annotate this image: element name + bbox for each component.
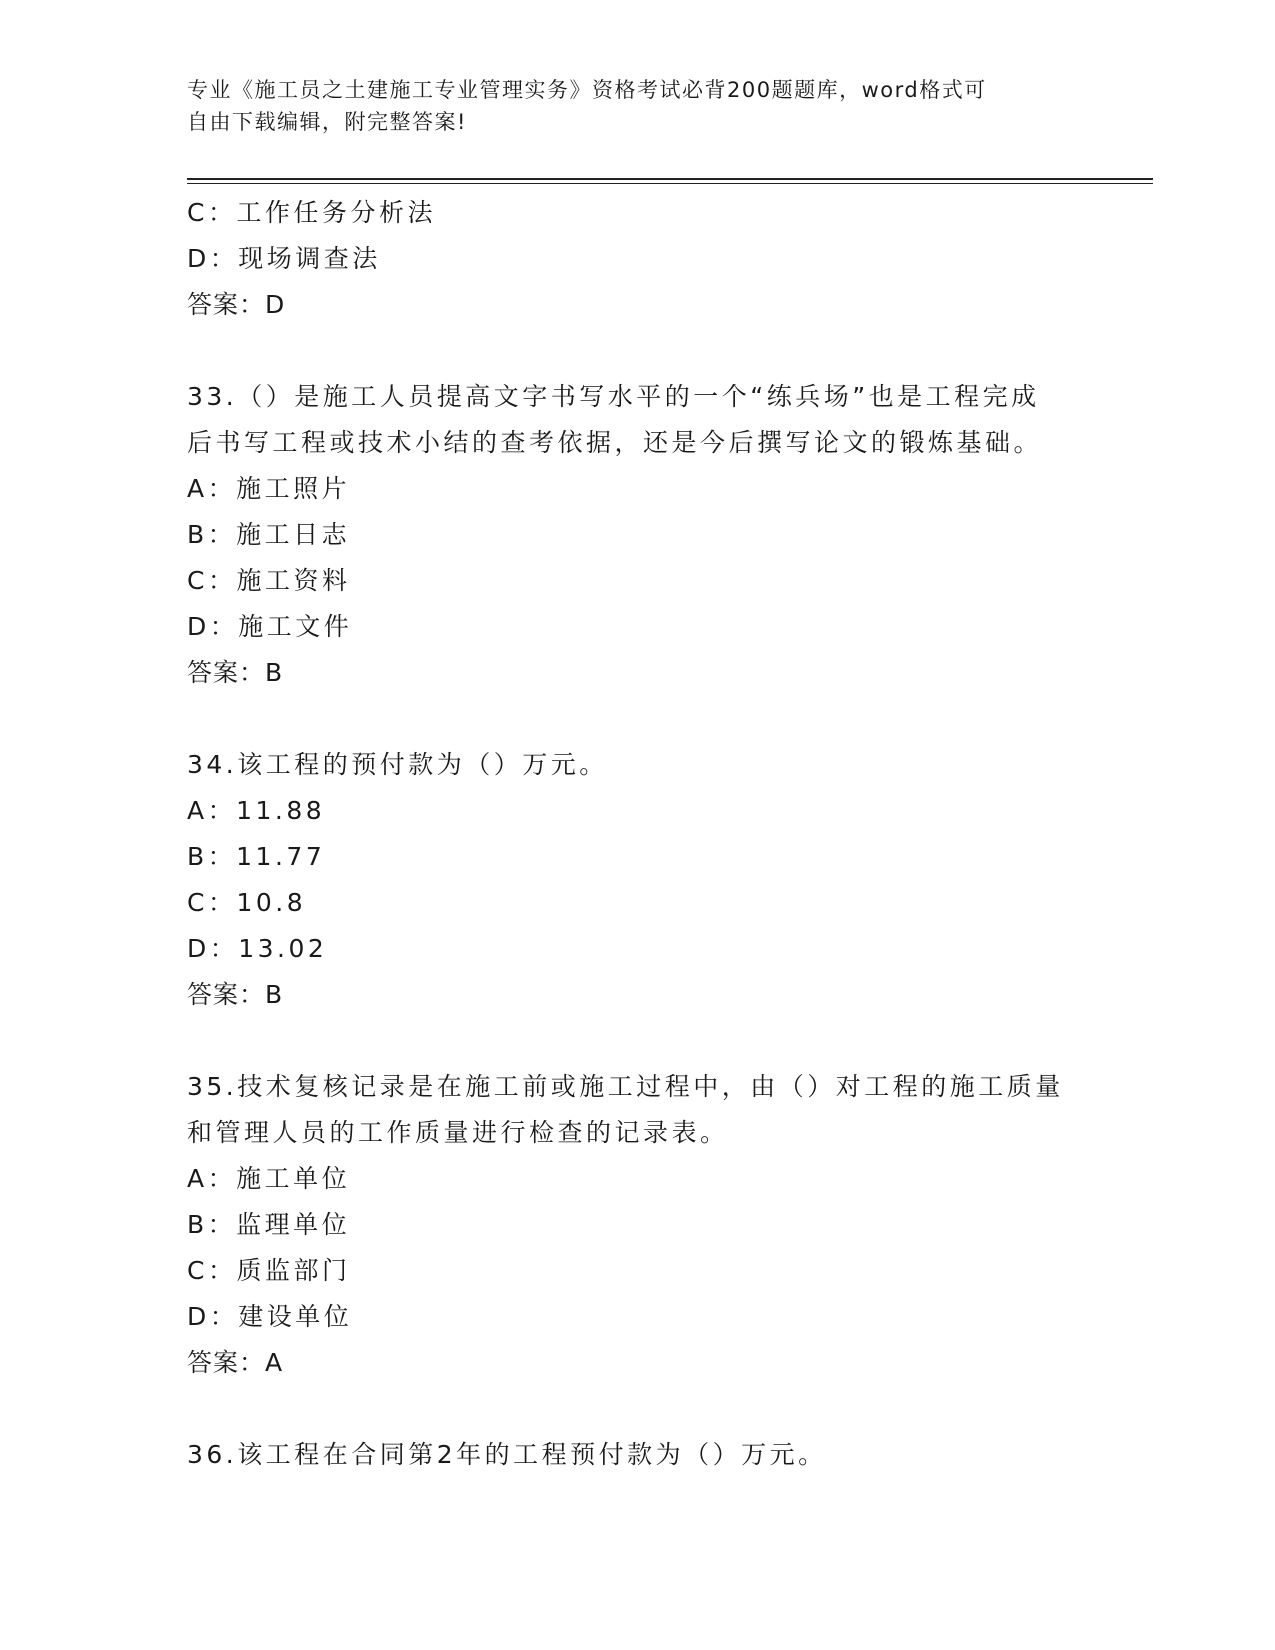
option-c: C：质监部门 (187, 1256, 351, 1285)
option-a: A：11.88 (187, 796, 326, 825)
header-rule-thick (187, 178, 1153, 180)
question-35 (187, 1064, 1147, 1386)
answer-line: 答案：B (187, 658, 284, 687)
option-d: D：施工文件 (187, 612, 353, 641)
option-d: D：建设单位 (187, 1302, 353, 1331)
option-c: C：10.8 (187, 888, 307, 917)
option-a: A：施工单位 (187, 1164, 351, 1193)
answer-line: 答案：B (187, 980, 284, 1009)
option-b: B：监理单位 (187, 1210, 351, 1239)
question-stem-line: 35.技术复核记录是在施工前或施工过程中，由（）对工程的施工质量 (187, 1072, 1064, 1101)
answer-line: 答案：D (187, 290, 286, 319)
answer-line: 答案：A (187, 1348, 284, 1377)
option-d: D：13.02 (187, 934, 328, 963)
previous-question-tail (187, 190, 1147, 328)
question-stem-line: 34.该工程的预付款为（）万元。 (187, 750, 608, 779)
question-stem-line: 和管理人员的工作质量进行检查的记录表。 (187, 1118, 729, 1147)
option-d: D：现场调查法 (187, 244, 381, 273)
option-c: C：工作任务分析法 (187, 198, 436, 227)
question-33 (187, 374, 1147, 696)
question-stem-line: 后书写工程或技术小结的查考依据，还是今后撰写论文的锻炼基础。 (187, 428, 1043, 457)
question-stem-line: 33.（）是施工人员提高文字书写水平的一个“练兵场”也是工程完成 (187, 382, 1040, 411)
option-c: C：施工资料 (187, 566, 351, 595)
question-stem-line: 36.该工程在合同第2年的工程预付款为（）万元。 (187, 1440, 827, 1469)
option-b: B：施工日志 (187, 520, 351, 549)
option-a: A：施工照片 (187, 474, 351, 503)
question-list (187, 190, 1147, 1478)
question-36 (187, 1432, 1147, 1478)
document-header (187, 74, 1087, 138)
header-line-2: 自由下载编辑，附完整答案! (187, 110, 467, 134)
option-b: B：11.77 (187, 842, 326, 871)
header-rule-thin (187, 183, 1153, 184)
header-line-1: 专业《施工员之土建施工专业管理实务》资格考试必背200题题库，word格式可 (187, 78, 987, 102)
question-34 (187, 742, 1147, 1018)
